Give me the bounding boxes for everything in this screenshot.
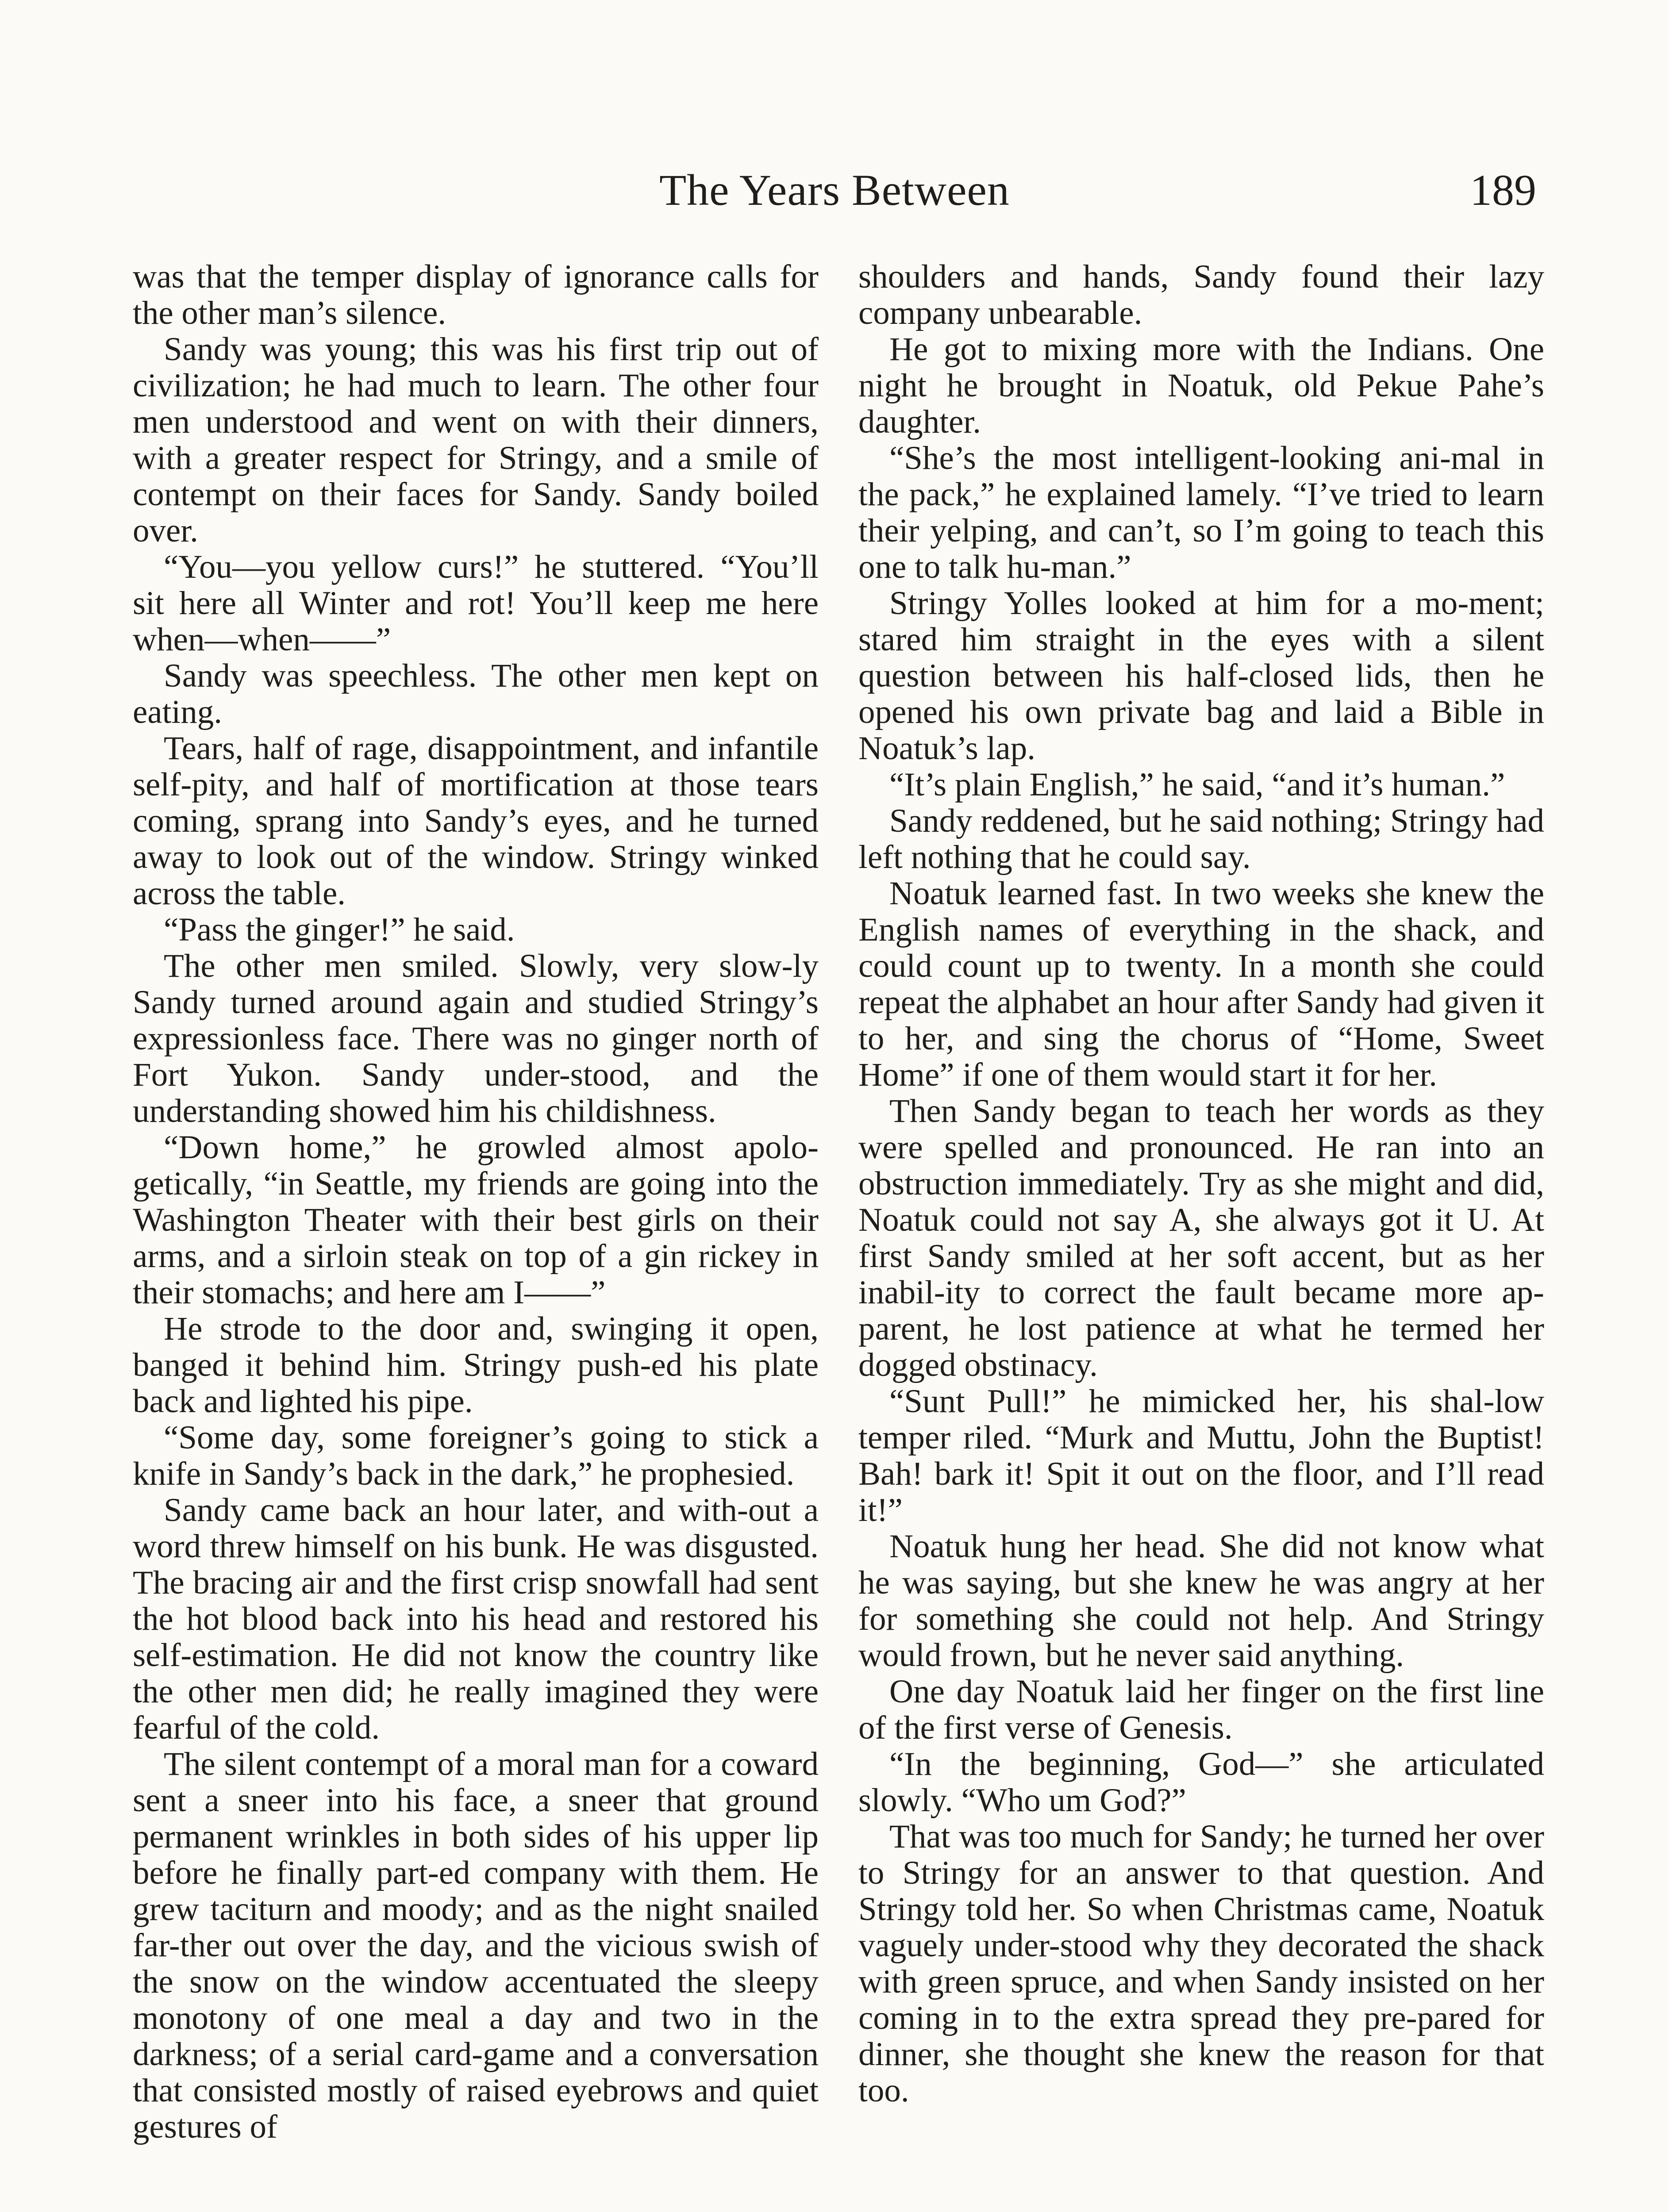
paragraph: One day Noatuk laid her finger on the first line of the first verse of Genesis. [858,1673,1544,1746]
paragraph: Sandy came back an hour later, and with-out a word threw himself on his bunk. He was disgusted. The bracing air and the first crisp snowfall had sent the hot blood back into his head and restored his self-estimation. He did not know the country like the other men did; he really imagined they were fearful of the cold. [133,1492,819,1746]
paragraph: Sandy was young; this was his first trip out of civilization; he had much to learn. The other four men understood and went on with their dinners, with a greater respect for Stringy, and a smile of contempt on their faces for Sandy. Sandy boiled over. [133,331,819,549]
paragraph: He strode to the door and, swinging it open, banged it behind him. Stringy push-ed his plate back and lighted his pipe. [133,1310,819,1420]
running-title: The Years Between [659,165,1010,215]
paragraph: That was too much for Sandy; he turned her over to Stringy for an answer to that question. And Stringy told her. So when Christmas came, Noatuk vaguely under-stood why they decorated the shack with green spruce, and when Sandy insisted on her coming in to the extra spread they pre-pared for dinner, she thought she knew the reason for that too. [858,1818,1544,2109]
page-header [133,161,1536,228]
paragraph: Sandy reddened, but he said nothing; Stringy had left nothing that he could say. [858,803,1544,876]
paragraph: “Down home,” he growled almost apolo-getically, “in Seattle, my friends are going into the Washington Theater with their best girls on their arms, and a sirloin steak on top of a gin rickey in their stomachs; and here am I——” [133,1129,819,1311]
paragraph: Stringy Yolles looked at him for a mo-ment; stared him straight in the eyes with a silent question between his half-closed lids, then he opened his own private bag and laid a Bible in Noatuk’s lap. [858,585,1544,767]
paragraph: “She’s the most intelligent-looking ani-mal in the pack,” he explained lamely. “I’ve tried to learn their yelping, and can’t, so I’m going to teach this one to talk hu-man.” [858,440,1544,585]
paragraph: “You—you yellow curs!” he stuttered. “You’ll sit here all Winter and rot! You’ll keep me here when—when——” [133,549,819,658]
paragraph: “Some day, some foreigner’s going to stick a knife in Sandy’s back in the dark,” he prophesied. [133,1419,819,1492]
paragraph: was that the temper display of ignorance calls for the other man’s silence. [133,258,819,331]
paragraph: “It’s plain English,” he said, “and it’s human.” [889,766,1505,803]
paragraph: “In the beginning, God—” she articulated slowly. “Who um God?” [858,1746,1544,1819]
paragraph: “Sunt Pull!” he mimicked her, his shal-low temper riled. “Murk and Muttu, John the Buptist! Bah! bark it! Spit it out on the floor, and I’ll read it!” [858,1383,1544,1528]
right-column [858,259,1544,2109]
paragraph: Sandy was speechless. The other men kept on eating. [133,657,819,730]
paragraph: “Pass the ginger!” he said. [164,911,515,948]
left-column [133,259,819,2145]
paragraph: Then Sandy began to teach her words as they were spelled and pronounced. He ran into an obstruction immediately. Try as she might and did, Noatuk could not say A, she always got it U. At first Sandy smiled at her soft accent, but as her inabil-ity to correct the fault became more ap-parent, he lost patience at what he termed her dogged obstinacy. [858,1093,1544,1383]
page-number: 189 [1470,165,1536,215]
paragraph: Noatuk hung her head. She did not know what he was saying, but she knew he was angry at her for something she could not help. And Stringy would frown, but he never said anything. [858,1528,1544,1674]
paragraph: The other men smiled. Slowly, very slow-ly Sandy turned around again and studied Stringy’s expressionless face. There was no ginger north of Fort Yukon. Sandy under-stood, and the understanding showed him his childishness. [133,948,819,1129]
paragraph: Noatuk learned fast. In two weeks she knew the English names of everything in the shack, and could count up to twenty. In a month she could repeat the alphabet an hour after Sandy had given it to her, and sing the chorus of “Home, Sweet Home” if one of them would start it for her. [858,875,1544,1093]
paragraph: Tears, half of rage, disappointment, and infantile self-pity, and half of mortification at those tears coming, sprang into Sandy’s eyes, and he turned away to look out of the window. Stringy winked across the table. [133,730,819,912]
paragraph: He got to mixing more with the Indians. One night he brought in Noatuk, old Pekue Pahe’s daughter. [858,331,1544,440]
paragraph: The silent contempt of a moral man for a coward sent a sneer into his face, a sneer that ground permanent wrinkles in both sides of his upper lip before he finally part-ed company with them. He grew taciturn and moody; and as the night snailed far-ther out over the day, and the vicious swish of the snow on the window accentuated the sleepy monotony of one meal a day and two in the darkness; of a serial card-game and a conversation that consisted mostly of raised eyebrows and quiet gestures of [133,1746,819,2145]
paragraph: shoulders and hands, Sandy found their lazy company unbearable. [858,258,1544,331]
